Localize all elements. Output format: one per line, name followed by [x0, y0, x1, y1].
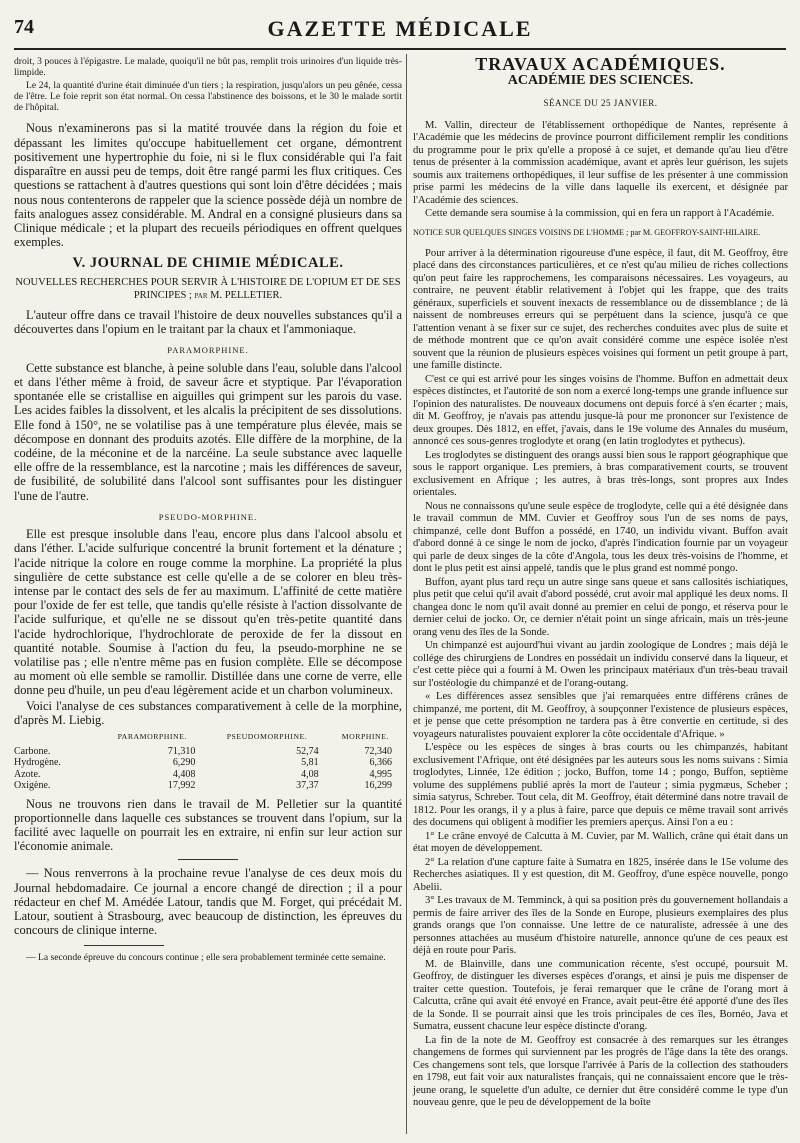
paragraph: 2° La relation d'une capture faite à Sumatra en 1825, insérée dans le 15e volume des Recherches asiatiques. Il y est question, dit M. Geoffroy, d'une espèce nouvelle, pongo Abelii. [413, 856, 788, 893]
section-subtitle: ACADÉMIE DES SCIENCES. [507, 72, 694, 88]
page-number: 74 [14, 16, 34, 38]
session-date: SÉANCE DU 25 JANVIER. [543, 98, 658, 108]
cell: 4,08 [301, 768, 319, 780]
separator-rule [178, 859, 238, 860]
cell: 72,340 [364, 745, 392, 757]
table-header: MORPHINE. [341, 732, 389, 742]
paragraph: — La seconde épreuve du concours continue ; elle sera probablement terminée cette semaine. [26, 952, 386, 964]
cell: 6,366 [369, 757, 392, 769]
cell: 37,37 [296, 780, 319, 792]
cell: 71,310 [167, 745, 196, 757]
subheading-paramorphine: PARAMORPHINE. [167, 345, 249, 356]
cell: 6,290 [172, 757, 196, 769]
table-header: PARAMORPHINE. [117, 732, 187, 742]
subheading-pseudomorphine: PSEUDO-MORPHINE. [158, 511, 258, 522]
section-title: TRAVAUX ACADÉMIQUES. [475, 54, 726, 74]
paragraph: Les troglodytes se distinguent des orangs aussi bien sous le rapport géographique que sous le rapport organique. Les premiers, à bras comparativement courts, se trouvent exclusivement en Afrique ; les autres, à bras très-longs, sont propres aux Indes orientales. [413, 449, 788, 498]
paragraph: Pour arriver à la détermination rigoureuse d'une espèce, il faut, dit M. Geoffroy, être placé dans des circonstances particulières, et ce n'est qu'au milieu de riches collections qu'on peut faire les rapprochemens, les comparaisons nécessaires. Les voyageurs, au contraire, ne peuvent établir relativement à l'objet qui les frappe, que des traits généraux, superficiels et souvent inexacts de ressemblance ou de dissemblance ; de là naissent de nombreuses erreurs qui se perpétuent dans la science, jusqu'à ce que l'attention venant à se fixer sur ce sujet, des recherches conduites avec plus de suite et de méthode montrent que ce qu'on avait considéré comme une espèce isolée n'est souvent que la réunion de plusieurs espèces voisines qui forment un petit groupe à part, une famille distincte. [413, 247, 788, 371]
cell: 5,81 [301, 757, 319, 769]
row-label: Hydrogène. [14, 757, 61, 769]
paragraph: C'est ce qui est arrivé pour les singes voisins de l'homme. Buffon en admettait deux espèces distinctes, et l'autorité de son nom a exercé long-temps une grande influence sur l'opinion des naturalistes. De nouveaux documens ont depuis forcé à s'en écarter ; mais, dit M. Geoffroy, je n'avais pas attendu jusque-là pour me prononcer sur l'existence de deux groupes. Dès 1812, en effet, j'avais, dans le 19e volume des Annales du muséum, annoncé ces sous-genres troglodyte et orang (en latin troglodytes et pythecus). [413, 373, 788, 447]
paragraph: « Les différences assez sensibles que j'ai remarquées entre différens crânes de chimpanzé, me portent, dit M. Geoffroy, à soupçonner l'existence de plusieurs espèces, et je pense que cette présomption ne tardera pas à être convertie en certitude, si des voyageurs naturalistes pouvaient explorer la côte occidentale d'Afrique. » [413, 691, 788, 740]
paragraph: Buffon, ayant plus tard reçu un autre singe sans queue et sans callosités ischiatiques, plus petit que celui qu'il avait d'abord possédé, crut avoir mal appliqué les deux noms. Il changea donc le nom qu'il avait donné au premier en celui de pongo, et réserva pour le dernier celui de jocko. Or, ce dernier n'était point un singe africain, mais un très-jeune orang venu des îles de la Sonde. [413, 576, 788, 638]
paragraph: Un chimpanzé est aujourd'hui vivant au jardin zoologique de Londres ; mais déjà le collége des chirurgiens de Londres en possédait un individu conservé dans la liqueur, et c'est cette pièce qui a fourni à M. Owen les principaux matériaux d'un très-beau travail sur l'ostéologie du chimpanzé et de l'orang-outang. [413, 640, 788, 689]
paragraph: Nous ne trouvons rien dans le travail de M. Pelletier sur la quantité proportionnelle dans laquelle ces substances se trouvent dans l'opium, sur la facilité avec laquelle on pourrait les en extraire, ni enfin sur leur action sur l'économie animale. [14, 796, 402, 854]
left-column [14, 56, 402, 968]
paragraph: Le 24, la quantité d'urine était diminuée d'un tiers ; la respiration, jusqu'alors un peu gênée, cessa de l'être. Le foie reprit son état normal. On cessa l'abstinence des boissons, et le 30 le malade sortit de l'hôpital. [14, 79, 402, 114]
table-row [14, 757, 402, 769]
table-row [14, 780, 402, 792]
paragraph: M. de Blainville, dans une communication récente, s'est occupé, poursuit M. Geoffroy, de distinguer les diverses espèces d'orangs, et ainsi je puis me dispenser de traiter cette question. Toutefois, je ferai remarquer que le crâne de l'orang mort à Calcutta, crâne qui avait été envoyé en France, avait peut-être été apporté d'une des îles de la Sonde. Il se pourrait ainsi que les trois principales de ces îles, Bornéo, Java et Sumatra, eussent chacune leur espèce distincte d'orang. [413, 958, 788, 1032]
article-title: NOUVELLES RECHERCHES POUR SERVIR À L'HISTOIRE DE L'OPIUM ET DE SES PRINCIPES ; par M. PELLETIER. [15, 276, 401, 301]
cell: 52,74 [296, 745, 319, 757]
table-row [14, 769, 402, 781]
paragraph: 1° Le crâne envoyé de Calcutta à M. Cuvier, par M. Wallich, crâne qui était dans un état moyen de développement. [413, 830, 788, 854]
paragraph: L'auteur offre dans ce travail l'histoire de deux nouvelles substances qu'il a découvertes dans l'opium en le traitant par la chaux et l'ammoniaque. [14, 307, 402, 337]
paragraph: L'espèce ou les espèces de singes à bras courts ou les chimpanzés, habitant exclusivement l'Afrique, ont été désignées par les auteurs sous les noms suivans : Simia troglodytes, Linnée, 12e édition ; jocko, Buffon, tome 14 ; pongo, Buffon, septième volume des supplémens publié après la mort de l'auteur ; simia pygmæus, Scheber ; simia satyrus, Schreber. Tout cela, dit M. Geoffroy, était déterminé dans notre travail de 1812. Pour les orangs, il y a plus à faire, parce que depuis ce même travail sont arrivés des documens qui obligent à modifier les premiers aperçus. Ainsi l'on a eu : [413, 742, 788, 828]
paragraph: Elle est presque insoluble dans l'eau, encore plus dans l'alcool absolu et dans l'éther. L'acide sulfurique concentré la brunit fortement et la dénature ; l'acide nitrique la colore en rouge comme la morphine. La propriété la plus singulière de cette substance est celle qu'elle a de se colorer en bleu très-intense par le contact des sels de fer au maximum. L'affinité de cette matière pour l'oxide de fer est telle, que tandis qu'elle résiste à l'action dissolvante de l'acide sulfurique, et qu'elle ne se dissout qu'en très-petite quantité dans l'acide hydrochlorique, l'hydrochlorate de peroxide de fer la dissout en quantité notable. Soumise à l'action du feu, la pseudo-morphine ne se volatilise pas ; elle n'entre même pas en fusion complète. Elle se décompose au moment où elle semble se ramollir. Distillée dans une corne de verre, elle donne peu d'huile, un peu d'eau légèrement acide et un charbon volumineux. [14, 527, 402, 698]
row-label: Oxigène. [14, 780, 51, 792]
analysis-table [14, 730, 402, 792]
paragraph: Cette demande sera soumise à la commission, qui en fera un rapport à l'Académie. [425, 208, 775, 219]
table-header-empty [14, 730, 99, 746]
cell: 17,992 [167, 780, 196, 792]
cell: 4,995 [369, 768, 392, 780]
paragraph: Cette substance est blanche, à peine soluble dans l'eau, soluble dans l'alcool et dans l'éther même à froid, de saveur âcre et styptique. Par l'évaporation spontanée elle se cristallise en aiguilles qui grimpent sur les parois du vase. Les acides faibles la dissolvent, et les alcalis la précipitent de ses dissolutions. Elle fond à 150°, ne se volatilise pas à une température plus élevée, mais se décompose en donnant des produits azotés. Elle diffère de la morphine, de la codéine, de la méconine et de la narcéine. La seule substance avec laquelle elle offre de la ressemblance, est la narcotine ; mais les différences de saveur, de fusibilité, de solubilité dans l'alcool sont suffisantes pour les distinguer l'une de l'autre. [14, 360, 402, 503]
paragraph: La fin de la note de M. Geoffroy est consacrée à des remarques sur les étranges changemens de formes qui surviennent par les progrès de l'âge dans la tête des orangs. Ces changemens sont tels, que lorsque l'arrivée à Paris de la collection des stathouders en 1798, eut fait voir aux naturalistes français, qui ne connaissaient encore que le très-jeune orang, le squelette d'un adulte, ce dernier dut être considéré comme le type d'un nouveau genre, que le peu de développement de la boîte [413, 1034, 788, 1108]
table-header-row [14, 730, 402, 746]
table-header: PSEUDOMORPHINE. [226, 732, 308, 742]
cell: 16,299 [364, 780, 392, 792]
table-row [14, 746, 402, 758]
paragraph: 3° Les travaux de M. Temminck, à qui sa position près du gouvernement hollandais a permis de faire arriver des îles de la Sonde en Europe, plusieurs exemplaires des plus grands orangs que l'on connaisse. Une lettre de ce naturaliste, adressée à une des personnes attachées au muséum d'histoire naturelle, annonce qu'une de ces peaux est déjà en route pour Paris. [413, 895, 788, 956]
paragraph: Nous n'examinerons pas si la matité trouvée dans la région du foie et dépassant les limites qu'occupe habituellement cet organe, démontrent positivement une hypertrophie du foie, ni si le flux considérable qui l'a fait disparaître en aussi peu de temps, doit être rangé parmi les flux critiques. Ces questions se rattachent à d'autres questions qui sont loin d'être décidées ; mais nous nous contenterons de rappeler que la science possède déjà un nombre de faits analogues assez considérable. M. Andral en a consigné plusieurs dans sa Clinique médicale ; et la plupart des recueils périodiques en offrent quelques exemples. [14, 121, 402, 250]
journal-title: GAZETTE MÉDICALE [267, 16, 533, 41]
paragraph: — Nous renverrons à la prochaine revue l'analyse de ces deux mois du Journal hebdomadaire. Ce journal a encore changé de direction ; il a pour rédacteur en chef M. Amédée Latour, tandis que M. Forget, qui précédait M. Latour, soutient à Strasbourg, avec beaucoup de distinction, les épreuves du concours de clinique interne. [14, 866, 402, 938]
paragraph: Voici l'analyse de ces substances comparativement à celle de la morphine, d'après M. Liebig. [14, 698, 402, 727]
section-heading: V. JOURNAL DE CHIMIE MÉDICALE. [72, 255, 344, 272]
right-column [413, 56, 788, 1111]
row-label: Azote. [14, 768, 41, 780]
paragraph: droit, 3 pouces à l'épigastre. Le malade, quoiqu'il ne bût pas, remplit trois urinoires d'un liquide très-limpide. [14, 56, 402, 79]
page-header [14, 14, 786, 50]
cell: 4,408 [172, 768, 196, 780]
row-label: Carbone. [14, 745, 51, 757]
notice-title: NOTICE SUR QUELQUES SINGES VOISINS DE L'HOMME ; par M. GEOFFROY-SAINT-HILAIRE. [413, 227, 761, 237]
separator-rule [84, 945, 164, 946]
column-divider [406, 54, 407, 1134]
paragraph: M. Vallin, directeur de l'établissement orthopédique de Nantes, représente à l'Académie que les médecins de province pourront difficilement remplir les conditions du programme pour le prix qu'elle a proposé à ce sujet, et demande qu'au lieu d'être tenus de présenter à la commission académique, avant et après leur guérison, les sujets soumis aux traitemens orthopédiques, il leur suffise de les présenter à une commission prise parmi les médecins de la ville dans laquelle ils exercent, et désignée par l'Académie des sciences. [413, 119, 788, 206]
paragraph: Nous ne connaissons qu'une seule espèce de troglodyte, celle qui a été désignée dans le travail commun de MM. Cuvier et Geoffroy sous l'un de ses noms de pays, chimpanzé, celle dont Buffon a possédé, en 1740, un individu vivant. Buffon avait d'abord donné à ce singe le nom de jocko, d'après l'indication fournie par un voyageur qui parle de deux singes de la côte d'Angola, tous les deux très-voisins de l'homme, et dont le plus petit est ainsi appelé, tandis que le plus grand est nommé pongo. [413, 500, 788, 574]
